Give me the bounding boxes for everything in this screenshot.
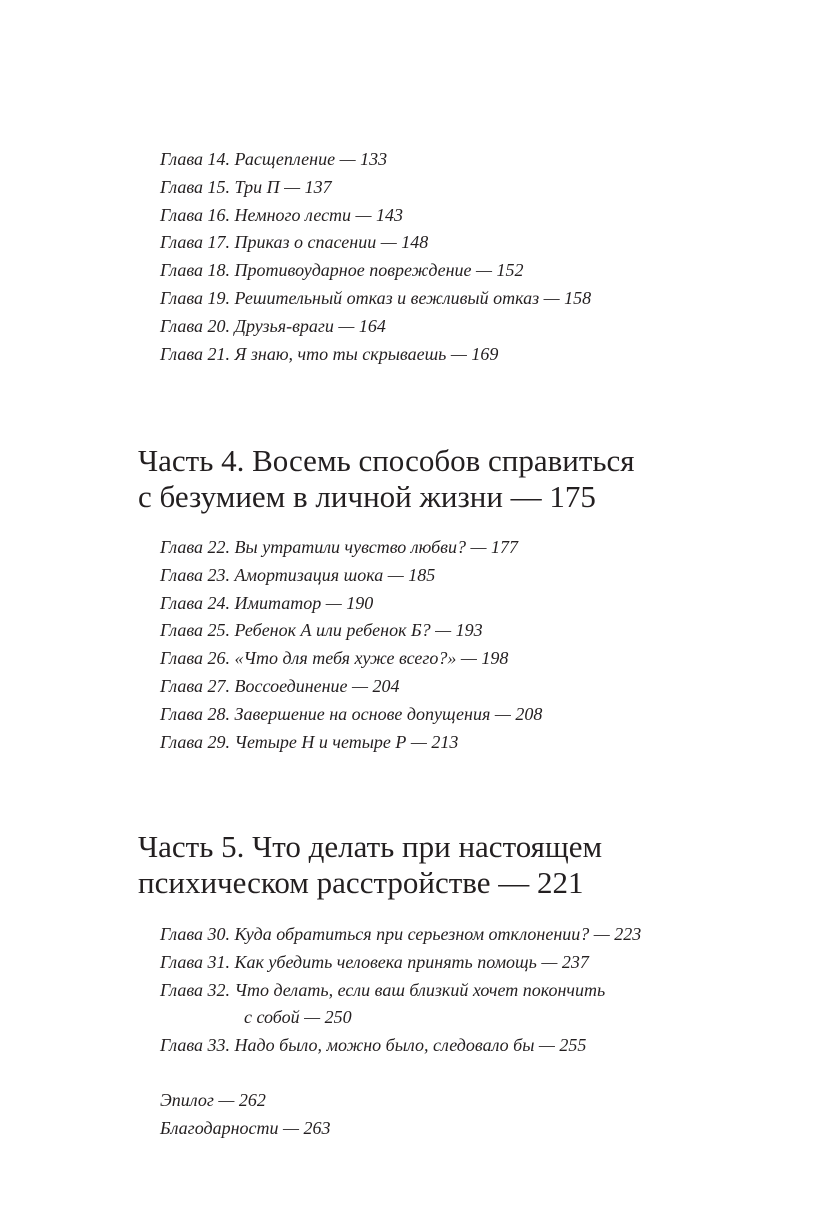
toc-entry-chapter-23: Глава 23. Амортизация шока — 185: [160, 564, 436, 585]
toc-entry-chapter-27: Глава 27. Воссоединение — 204: [160, 675, 400, 696]
toc-entry-chapter-16: Глава 16. Немного лести — 143: [160, 204, 404, 225]
toc-entry-chapter-18: Глава 18. Противоударное повреждение — 152: [160, 260, 524, 281]
toc-entry-chapter-32-line2: с собой — 250: [244, 1007, 352, 1028]
part5-heading: [138, 829, 602, 901]
toc-entry-chapter-25: Глава 25. Ребенок А или ребенок Б? — 193: [160, 620, 483, 641]
part5-heading-line2: психическом расстройстве — 221: [138, 865, 584, 900]
toc-entry-chapter-32-line1: Глава 32. Что делать, если ваш близкий хочет покончить: [160, 979, 606, 1000]
toc-entry-chapter-17: Глава 17. Приказ о спасении — 148: [160, 232, 429, 253]
toc-entry-chapter-15: Глава 15. Три П — 137: [160, 176, 332, 197]
toc-entry-chapter-20: Глава 20. Друзья-враги — 164: [160, 315, 386, 336]
toc-entry-chapter-19: Глава 19. Решительный отказ и вежливый отказ — 158: [160, 287, 592, 308]
toc-entry-chapter-31: Глава 31. Как убедить человека принять помощь — 237: [160, 951, 589, 972]
toc-entry-chapter-26: Глава 26. «Что для тебя хуже всего?» — 198: [160, 648, 509, 669]
toc-entry-chapter-33: Глава 33. Надо было, можно было, следовало бы — 255: [160, 1035, 587, 1056]
toc-entry-chapter-29: Глава 29. Четыре Н и четыре Р — 213: [160, 731, 459, 752]
part5-chapter-list: [160, 921, 641, 1060]
toc-entry-chapter-32: [160, 977, 641, 1033]
toc-entry-chapter-22: Глава 22. Вы утратили чувство любви? — 177: [160, 537, 518, 557]
toc-entry-acknowledgements: Благодарности — 263: [160, 1117, 331, 1138]
toc-entry-chapter-24: Глава 24. Имитатор — 190: [160, 592, 374, 613]
part4-heading-line2: с безумием в личной жизни — 175: [138, 479, 596, 514]
part5-heading-line1: Часть 5. Что делать при настоящем: [138, 829, 603, 864]
toc-entry-chapter-14: Глава 14. Расщепление — 133: [160, 149, 388, 169]
toc-entry-chapter-30: Глава 30. Куда обратиться при серьезном отклонении? — 223: [160, 924, 642, 944]
part4-chapter-list: [160, 534, 542, 756]
part4-heading-line1: Часть 4. Восемь способов справиться: [138, 443, 635, 478]
toc-entry-epilogue: Эпилог — 262: [160, 1090, 266, 1110]
part3-chapter-list: [160, 146, 591, 368]
part4-heading: [138, 443, 635, 515]
toc-entry-chapter-21: Глава 21. Я знаю, что ты скрываешь — 169: [160, 343, 499, 364]
backmatter-list: [160, 1087, 331, 1143]
toc-entry-chapter-28: Глава 28. Завершение на основе допущения — 208: [160, 703, 543, 724]
